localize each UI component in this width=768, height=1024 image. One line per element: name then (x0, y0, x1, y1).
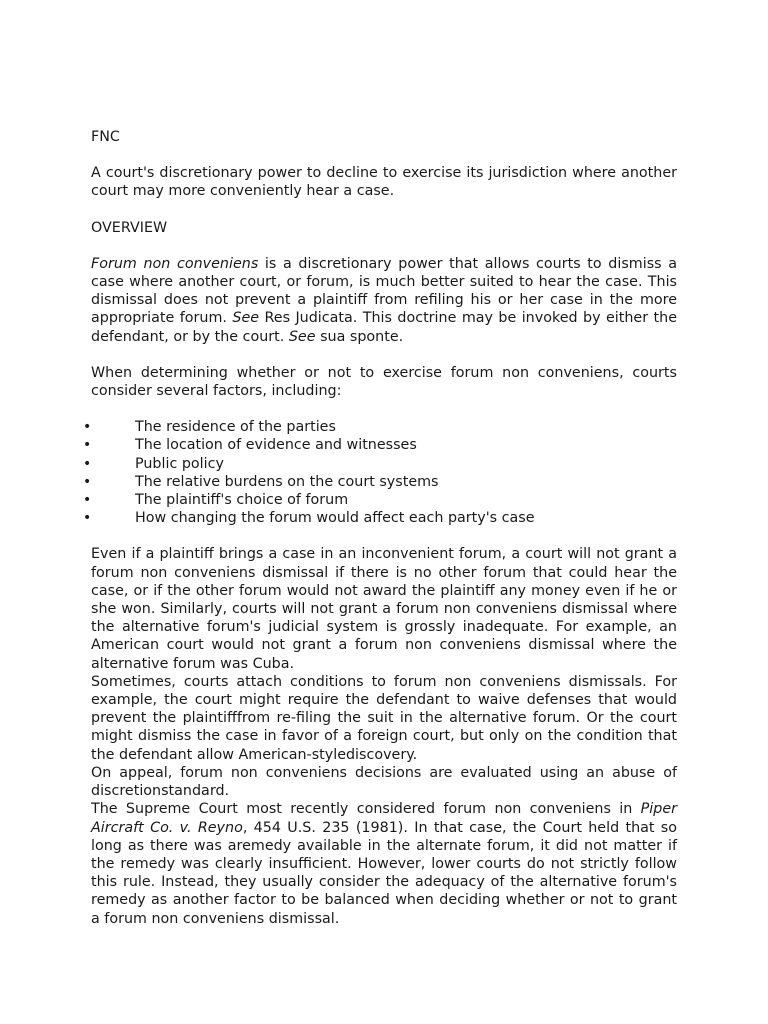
bullet-icon: • (83, 437, 92, 454)
inconvenient-forum-paragraph: Even if a plaintiff brings a case in an inconvenient forum, a court will not grant a forum non conveniens dismissal if there is no other forum that could hear the case, or if the other forum would not award the plaintiff any money even if he or she won. Similarly, courts will not grant a forum non conveniens dismissal where the alternative forum's judicial system is grossly inadequate. For example, an American court would not grant a forum non conveniens dismissal where the alternative forum was Cuba. (91, 546, 677, 672)
list-item-text: The plaintiff's choice of forum (135, 492, 349, 509)
overview-text-b: Res Judicata. This doctrine may be invoked by either the defendant, or by the court. (91, 310, 677, 345)
bullet-icon: • (83, 492, 92, 509)
bullet-icon: • (83, 455, 92, 472)
factors-intro-paragraph: When determining whether or not to exercise forum non conveniens, courts consider several factors, including: (91, 364, 677, 400)
term-forum-non-conveniens: Forum non conveniens (91, 255, 259, 272)
supreme-court-paragraph (91, 800, 677, 927)
doc-title: FNC (91, 129, 120, 145)
overview-paragraph (91, 255, 677, 346)
list-item (0, 455, 677, 473)
see-reference-1: See (232, 310, 260, 327)
see-reference-2: See (288, 328, 316, 345)
bullet-icon: • (83, 419, 92, 436)
overview-text-c: sua sponte. (315, 328, 404, 345)
overview-text-a: is a discretionary power that allows courts to dismiss a case where another court, or forum, is much better suited to hear the case. This dismissal does not prevent a plaintiff from refiling his or her case in the more appropriate forum. (91, 255, 678, 327)
bullet-icon: • (83, 510, 92, 527)
case-citation: Piper Aircraft Co. v. Reyno (91, 801, 677, 836)
list-item (0, 491, 677, 509)
list-item (0, 418, 677, 436)
factors-list (0, 418, 677, 527)
list-item (0, 436, 677, 454)
supreme-court-text-a: The Supreme Court most recently considered forum non conveniens in (91, 801, 641, 818)
document-page (83, 128, 678, 928)
list-item-text: The relative burdens on the court systems (135, 473, 439, 490)
appeal-paragraph: On appeal, forum non conveniens decisions are evaluated using an abuse of discretionstandard. (91, 764, 677, 800)
list-item-text: How changing the forum would affect each party's case (135, 510, 535, 527)
bullet-icon: • (83, 473, 92, 490)
list-item (0, 473, 677, 491)
list-item (0, 509, 677, 527)
conditions-paragraph: Sometimes, courts attach conditions to forum non conveniens dismissals. For example, the court might require the defendant to waive defenses that would prevent the plaintifffrom re-filing the suit in the alternative forum. Or the court might dismiss the case in favor of a foreign court, but only on the condition that the defendant allow American-stylediscovery. (91, 673, 677, 763)
list-item-text: The location of evidence and witnesses (135, 437, 417, 454)
list-item-text: The residence of the parties (135, 419, 336, 436)
supreme-court-text-b: , 454 U.S. 235 (1981). In that case, the Court held that so long as there was aremedy available in the alternate forum, it did not matter if the remedy was clearly insufficient. However, lower courts do not strictly follow this rule. Instead, they usually consider the adequacy of the alternative forum's remedy as another factor to be balanced when deciding whether or not to grant a forum non conveniens dismissal. (91, 819, 678, 927)
overview-heading: OVERVIEW (91, 219, 168, 236)
list-item-text: Public policy (135, 455, 224, 472)
definition-paragraph: A court's discretionary power to decline to exercise its jurisdiction where another court may more conveniently hear a case. (91, 165, 677, 200)
